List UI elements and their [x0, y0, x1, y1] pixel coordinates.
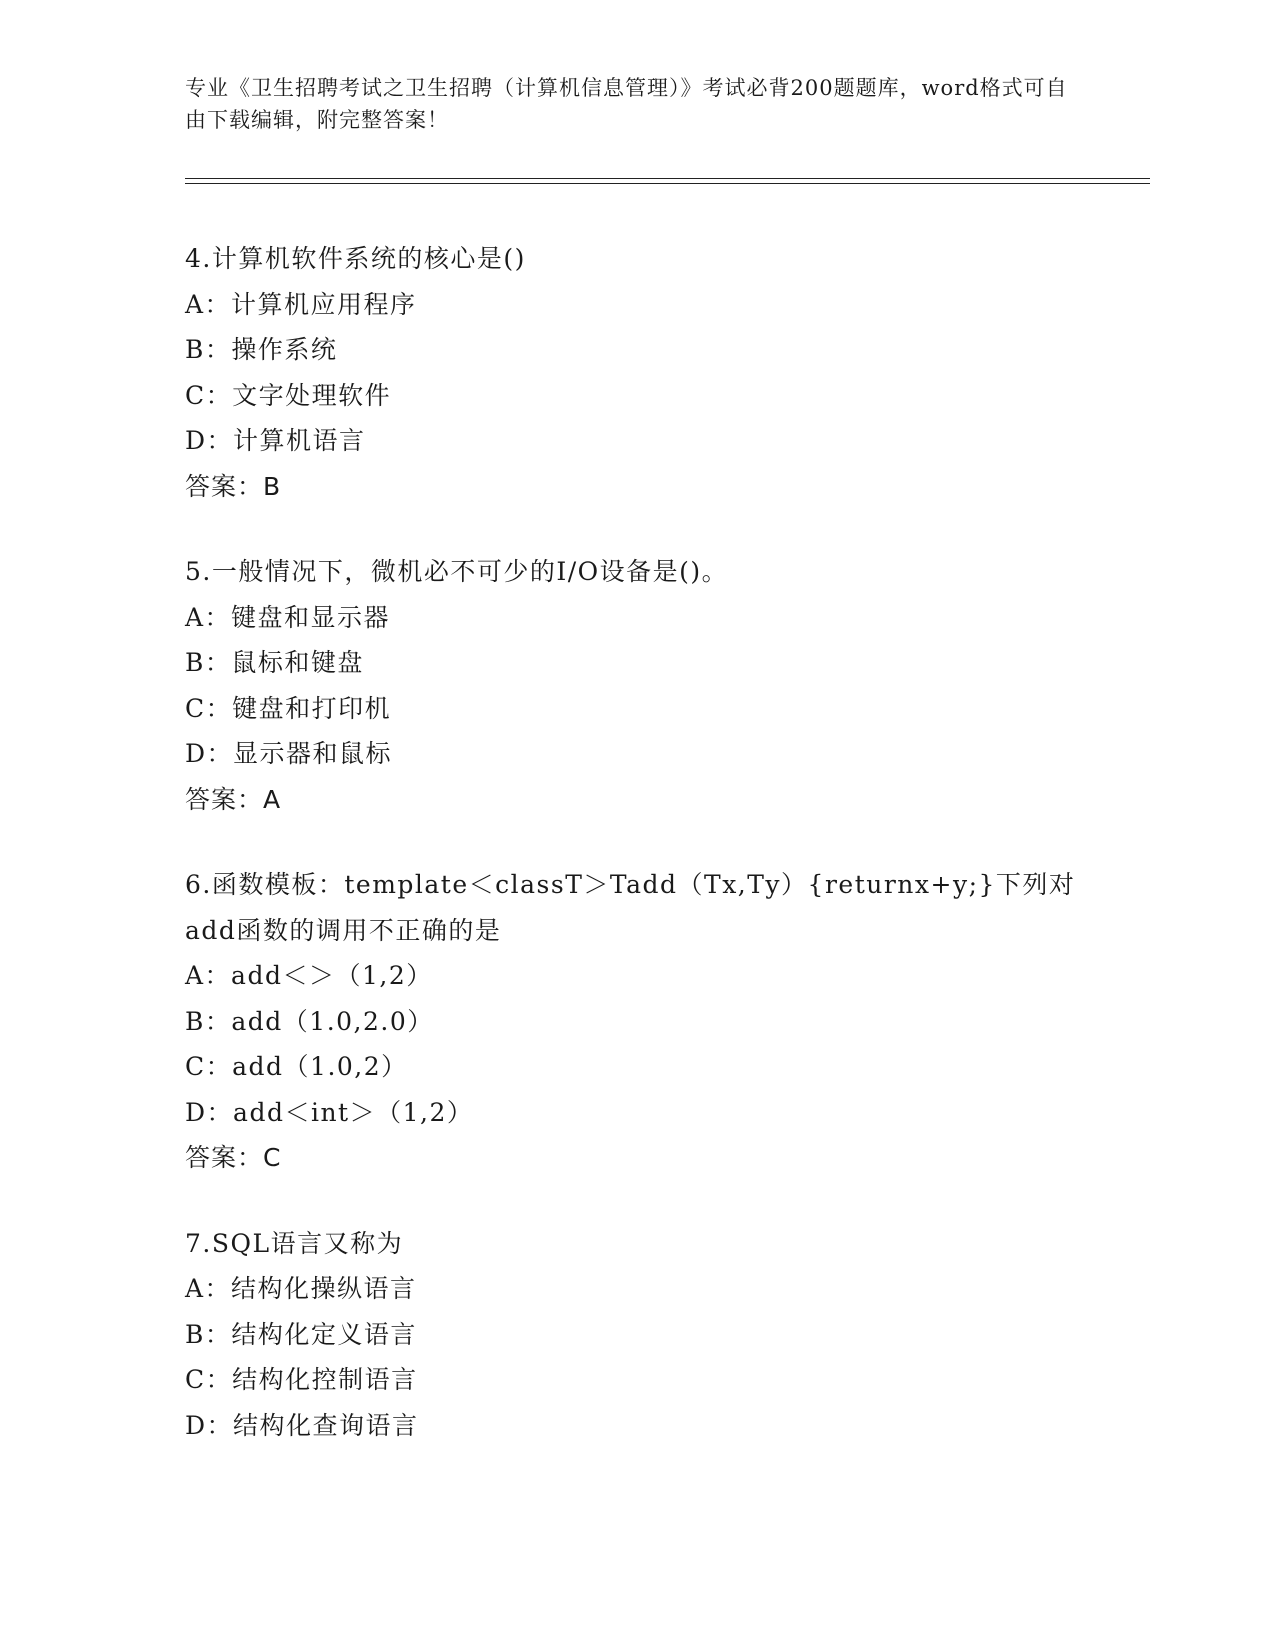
question-7	[185, 1221, 1105, 1449]
option-d: D：add＜int＞（1,2）	[185, 1097, 474, 1127]
option-c: C：键盘和打印机	[185, 693, 392, 723]
question-6	[185, 862, 1105, 1181]
answer-line: 答案：B	[185, 471, 282, 501]
option-d: D：结构化查询语言	[185, 1410, 419, 1440]
option-d: D：计算机语言	[185, 426, 366, 455]
header-divider-top	[185, 178, 1150, 179]
option-a: A：键盘和显示器	[185, 602, 391, 632]
question-list	[185, 236, 1105, 1488]
question-stem: 4.计算机软件系统的核心是()	[185, 244, 526, 273]
option-b: B：结构化定义语言	[185, 1319, 417, 1349]
document-header: 专业《卫生招聘考试之卫生招聘（计算机信息管理）》考试必背200题题库，word格式可自由下载编辑，附完整答案！	[185, 76, 1068, 132]
header-divider-bottom	[185, 183, 1150, 184]
option-b: B：add（1.0,2.0）	[185, 1006, 434, 1036]
answer-line: 答案：A	[185, 784, 282, 814]
question-4	[185, 236, 1105, 509]
question-5	[185, 549, 1105, 822]
option-c: C：结构化控制语言	[185, 1365, 418, 1394]
option-c: C：add（1.0,2）	[185, 1052, 408, 1081]
option-c: C：文字处理软件	[185, 380, 392, 410]
option-d: D：显示器和鼠标	[185, 739, 393, 768]
question-stem: 6.函数模板：template＜classT＞Tadd（Tx,Ty）{returnx+y;}下列对add函数的调用不正确的是	[185, 870, 1076, 945]
option-a: A：结构化操纵语言	[185, 1274, 417, 1303]
question-stem: 5.一般情况下，微机必不可少的I/O设备是()。	[185, 557, 729, 586]
option-a: A：计算机应用程序	[185, 289, 417, 319]
answer-line: 答案：C	[185, 1143, 282, 1172]
option-b: B：鼠标和键盘	[185, 648, 364, 677]
option-a: A：add＜＞（1,2）	[185, 961, 433, 990]
question-stem: 7.SQL语言又称为	[185, 1228, 404, 1258]
option-b: B：操作系统	[185, 335, 338, 364]
